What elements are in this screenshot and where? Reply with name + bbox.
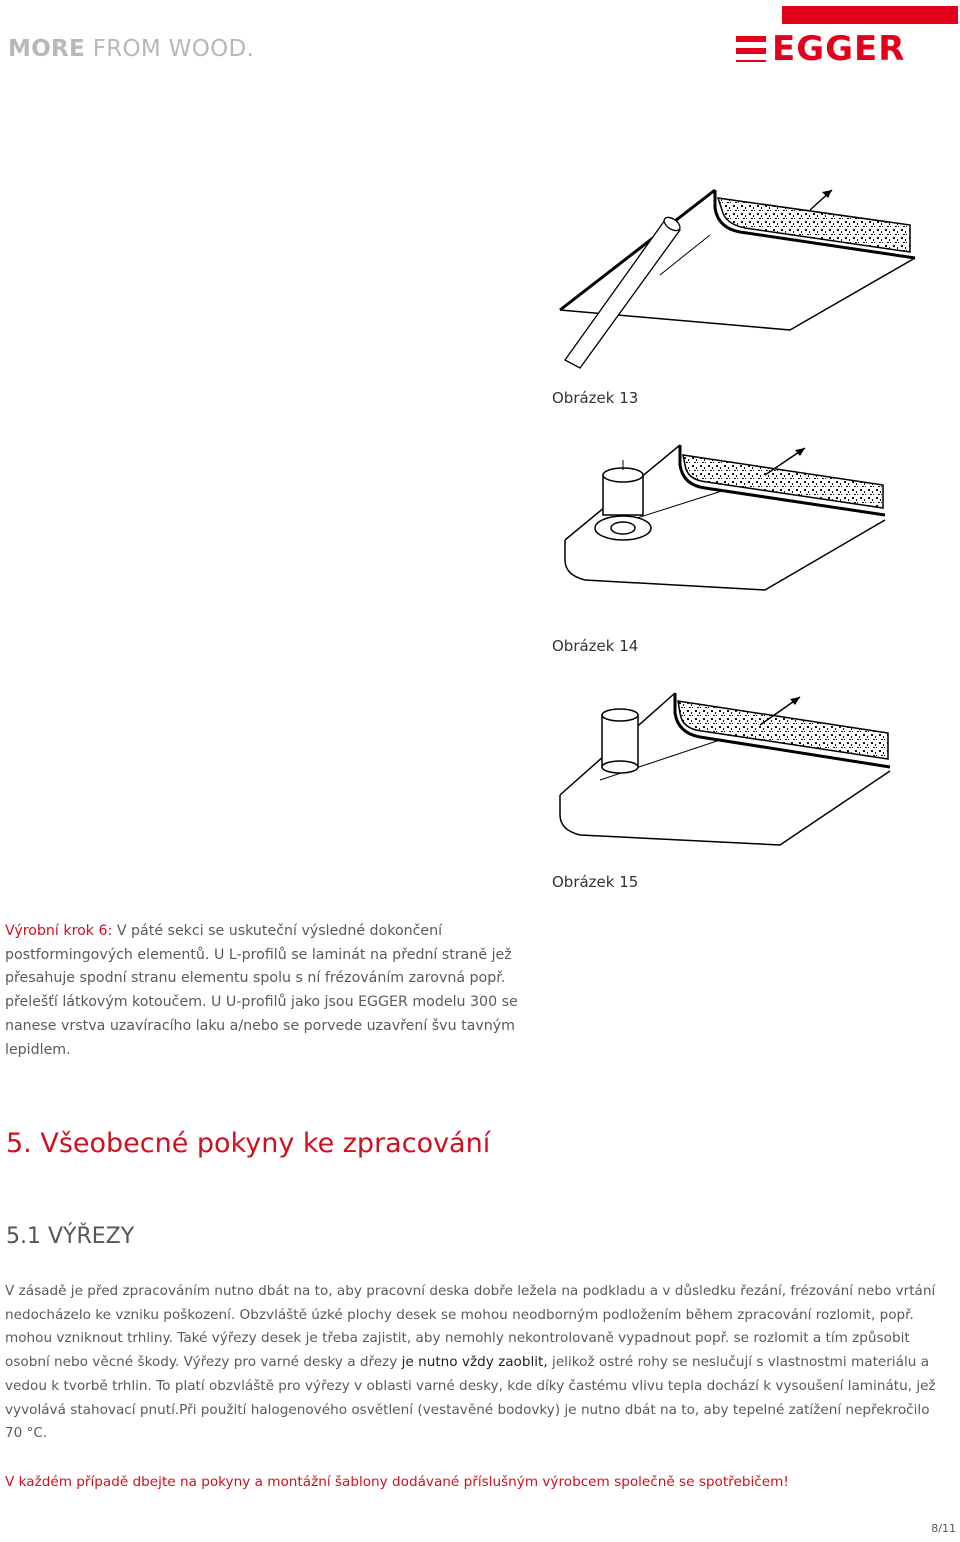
tagline — [8, 36, 254, 62]
body-line-6: vyvolává stahovací pnutí.Při použití halogenového osvětlení (vestavěné bodovky) je nutno dbát na to, aby tepelné zatížení nepřekročilo — [5, 1401, 930, 1418]
figure-13 — [540, 180, 930, 384]
section-paragraph — [5, 1280, 955, 1446]
step6-line-1: Výrobní krok 6: V páté sekci se uskuteční výsledné dokončení — [5, 923, 443, 939]
figure-13-caption: Obrázek 13 — [552, 389, 639, 407]
page-number: 8/11 — [931, 1522, 956, 1535]
step6-label: Výrobní krok 6: — [5, 923, 113, 939]
body-line-7: 70 °C. — [5, 1425, 48, 1442]
step6-line-6: lepidlem. — [5, 1041, 71, 1058]
step6-line-2: postformingových elementů. U L-profilů se laminát na přední straně jež — [5, 946, 512, 963]
section-subtitle: 5.1 VÝŘEZY — [6, 1224, 135, 1249]
tagline-rest: FROM WOOD. — [92, 36, 255, 62]
body-line-4: osobní nebo věcné škody. Výřezy pro varné desky a dřezy je nutno vždy zaoblit, jelikož ostré rohy se neslučují s vlastnostmi materiálu a — [5, 1354, 930, 1371]
tagline-bold: MORE — [8, 36, 86, 62]
figure-15-caption: Obrázek 15 — [552, 873, 639, 891]
figure-15 — [550, 685, 910, 859]
emphasis-text: je nutno vždy zaoblit, — [401, 1354, 548, 1371]
svg-text:EGGER: EGGER — [772, 29, 906, 62]
body-line-1: V zásadě je před zpracováním nutno dbát na to, aby pracovní deska dobře ležela na podkladu a v důsledku řezání, frézování nebo vrtání — [5, 1283, 936, 1299]
figure-14-caption: Obrázek 14 — [552, 637, 639, 655]
body-line-3: mohou vzniknout trhliny. Také výřezy desek je třeba zajistit, aby nemohly nekontrolovaně vypadnout popř. se rozlomit a tím způsobit — [5, 1330, 910, 1347]
body-line-2: nedocházelo ke vzniku poškození. Obzvláště úzké plochy desek se mohou neodborným podložením během zpracování rozlomit, popř. — [5, 1306, 914, 1323]
step6-line-4: přelešťí látkovým kotoučem. U U-profilů jako jsou EGGER modelu 300 se — [5, 994, 518, 1011]
section-note: V každém případě dbejte na pokyny a montážní šablony dodávané příslušným výrobcem společně se spotřebičem! — [5, 1474, 789, 1490]
egger-logo — [736, 6, 958, 66]
step6-line-5: nanese vrstva uzavíracího laku a/nebo se porvede uzavření švu tavným — [5, 1017, 515, 1034]
step6-line-3: přesahuje spodní stranu elementu spolu s ní frézováním zarovná popř. — [5, 970, 506, 987]
body-line-5: vedou k tvorbě trhlin. To platí obzvláště pro výřezy v oblasti varné desky, kde díky častému vlivu tepla dochází k vysoušení laminátu, jež — [5, 1377, 936, 1394]
figure-14 — [555, 440, 905, 604]
section-title: 5. Všeobecné pokyny ke zpracování — [6, 1128, 491, 1159]
step6-paragraph — [5, 920, 525, 1062]
